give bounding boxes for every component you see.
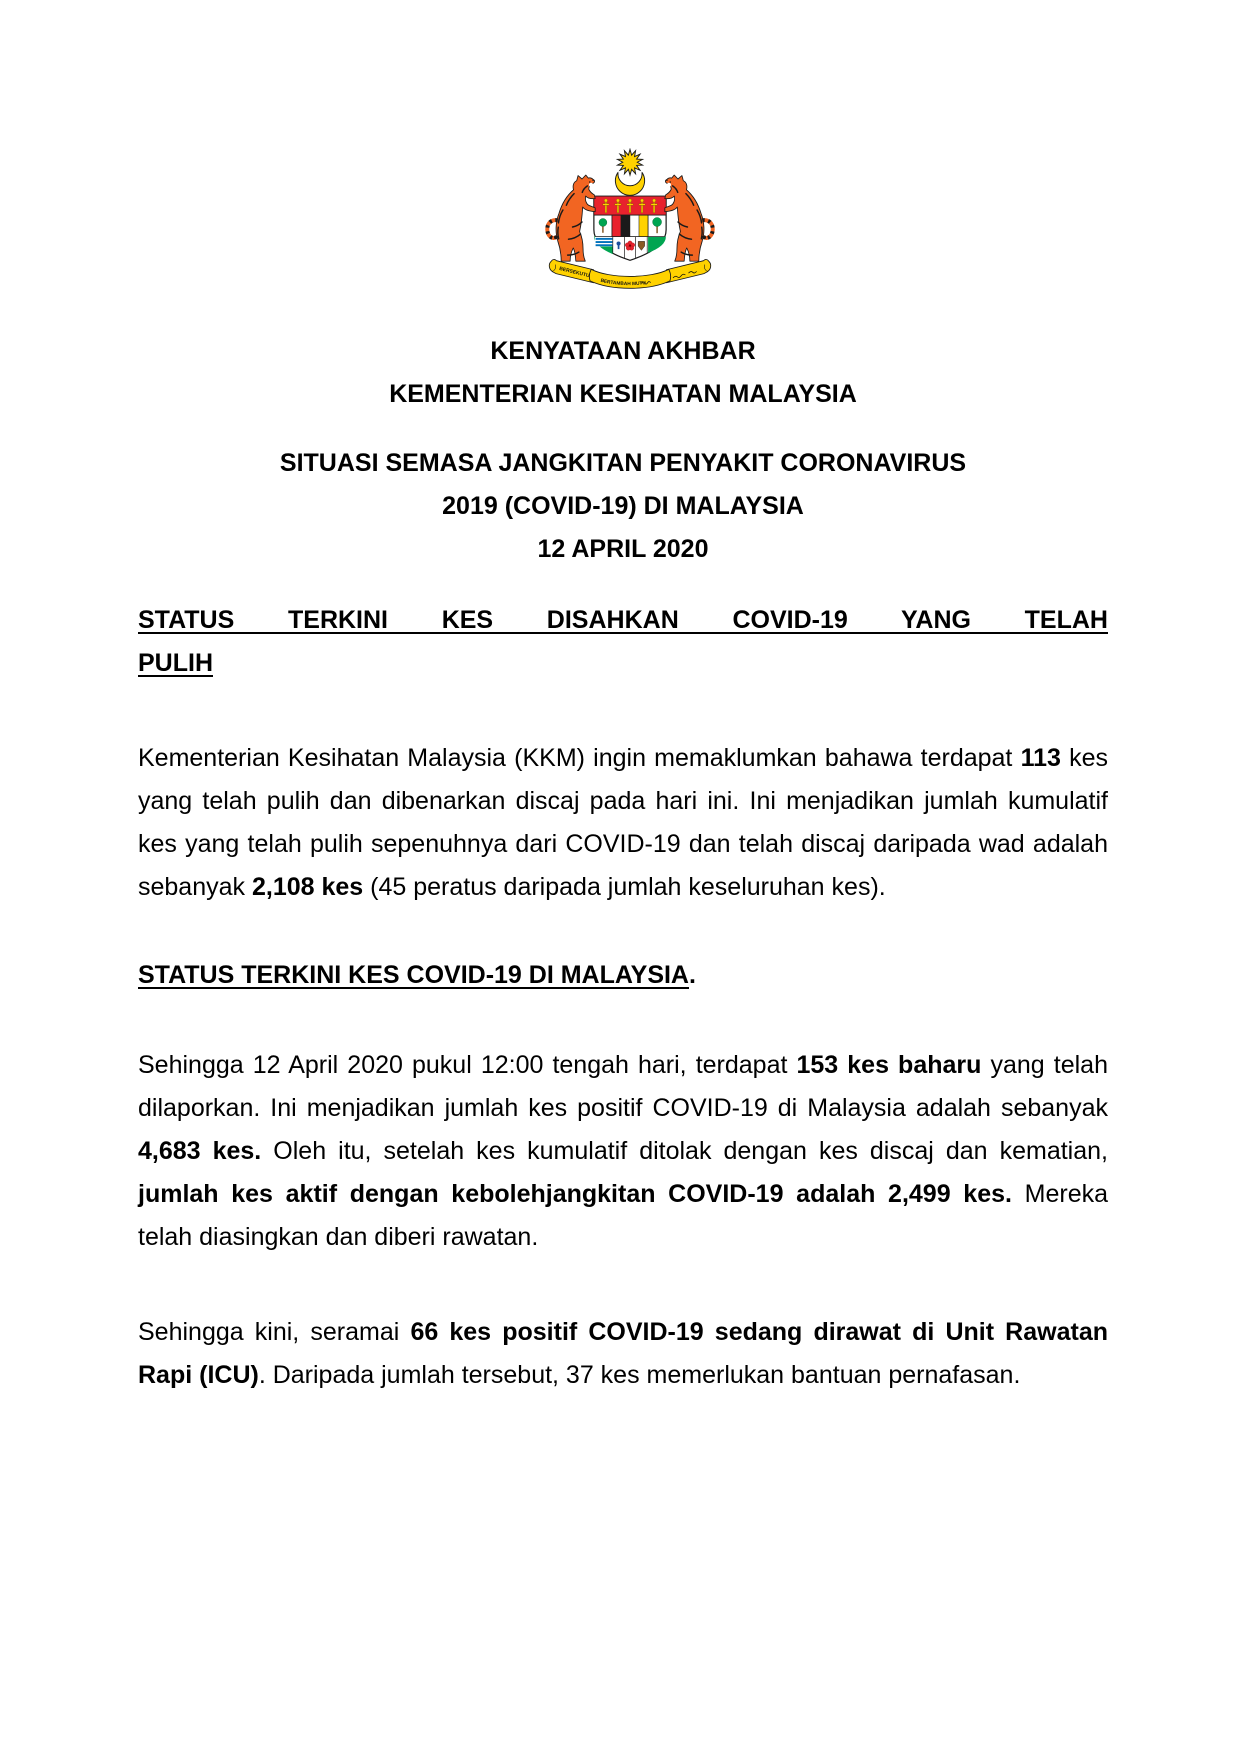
document-header <box>138 330 1108 416</box>
motto-ribbon <box>549 259 710 288</box>
federal-star-icon <box>617 149 642 175</box>
header-line-2: KEMENTERIAN KESIHATAN MALAYSIA <box>389 380 857 408</box>
waves-panel <box>594 237 612 246</box>
title-line-2: 2019 (COVID-19) DI MALAYSIA <box>442 492 804 520</box>
section-heading-line-2: PULIH <box>138 649 213 677</box>
paragraph-recovered-cases: Kementerian Kesihatan Malaysia (KKM) ingin memaklumkan bahawa terdapat 113 kes yang telah pulih dan dibenarkan discaj pada hari ini. Ini menjadikan jumlah kumulatif kes yang telah pulih sepenuhnya dari COVID-19 dan telah discaj daripada wad adalah sebanyak 2,108 kes (45 peratus daripada jumlah keseluruhan kes). <box>138 744 1108 901</box>
crescent-and-star-crest <box>615 149 644 195</box>
title-date: 12 APRIL 2020 <box>537 535 709 563</box>
tiger-eye <box>669 181 671 183</box>
malaysia-coat-of-arms <box>544 148 716 290</box>
section-heading-current-status <box>138 954 1108 997</box>
motto-left-text: BERSEKUTU <box>558 265 590 280</box>
document-title <box>138 442 1108 571</box>
ribbon-right-wing <box>666 259 710 282</box>
title-line-1: SITUASI SEMASA JANGKITAN PENYAKIT CORONAVIRUS <box>279 449 967 477</box>
motto-center-text: BERTAMBAH MUTU <box>599 278 646 288</box>
shield-green-right <box>648 237 666 253</box>
shield <box>593 196 665 260</box>
section-heading-text: STATUS TERKINI KES COVID-19 DI MALAYSIA <box>138 961 689 989</box>
logo-container <box>138 148 1108 290</box>
state-stripes <box>611 215 647 237</box>
header-line-1: KENYATAAN AKHBAR <box>490 337 756 365</box>
section-heading-line-1: STATUS TERKINI KES DISAHKAN COVID-19 YANG TELAH <box>138 606 1108 634</box>
tiger-nose <box>666 179 668 181</box>
tiger-left <box>547 175 595 261</box>
paragraph-new-cases: Sehingga 12 April 2020 pukul 12:00 tengah hari, terdapat 153 kes baharu yang telah dilaporkan. Ini menjadikan jumlah kes positif COVID-19 di Malaysia adalah sebanyak 4,683 kes. Oleh itu, setelah kes kumulatif ditolak dengan kes discaj dan kematian, jumlah kes aktif dengan kebolehjangkitan COVID-19 adalah 2,499 kes. Mereka telah diasingkan dan diberi rawatan. <box>138 1051 1108 1251</box>
tiger-cheek <box>666 183 670 187</box>
section-heading-recovered-cases <box>138 599 1108 685</box>
section-heading-period: . <box>689 961 696 989</box>
tiger-right <box>664 175 712 261</box>
paragraph-icu-cases: Sehingga kini, seramai 66 kes positif COVID-19 sedang dirawat di Unit Rawatan Rapi (ICU). Daripada jumlah tersebut, 37 kes memerlukan bantuan pernafasan. <box>138 1318 1108 1389</box>
